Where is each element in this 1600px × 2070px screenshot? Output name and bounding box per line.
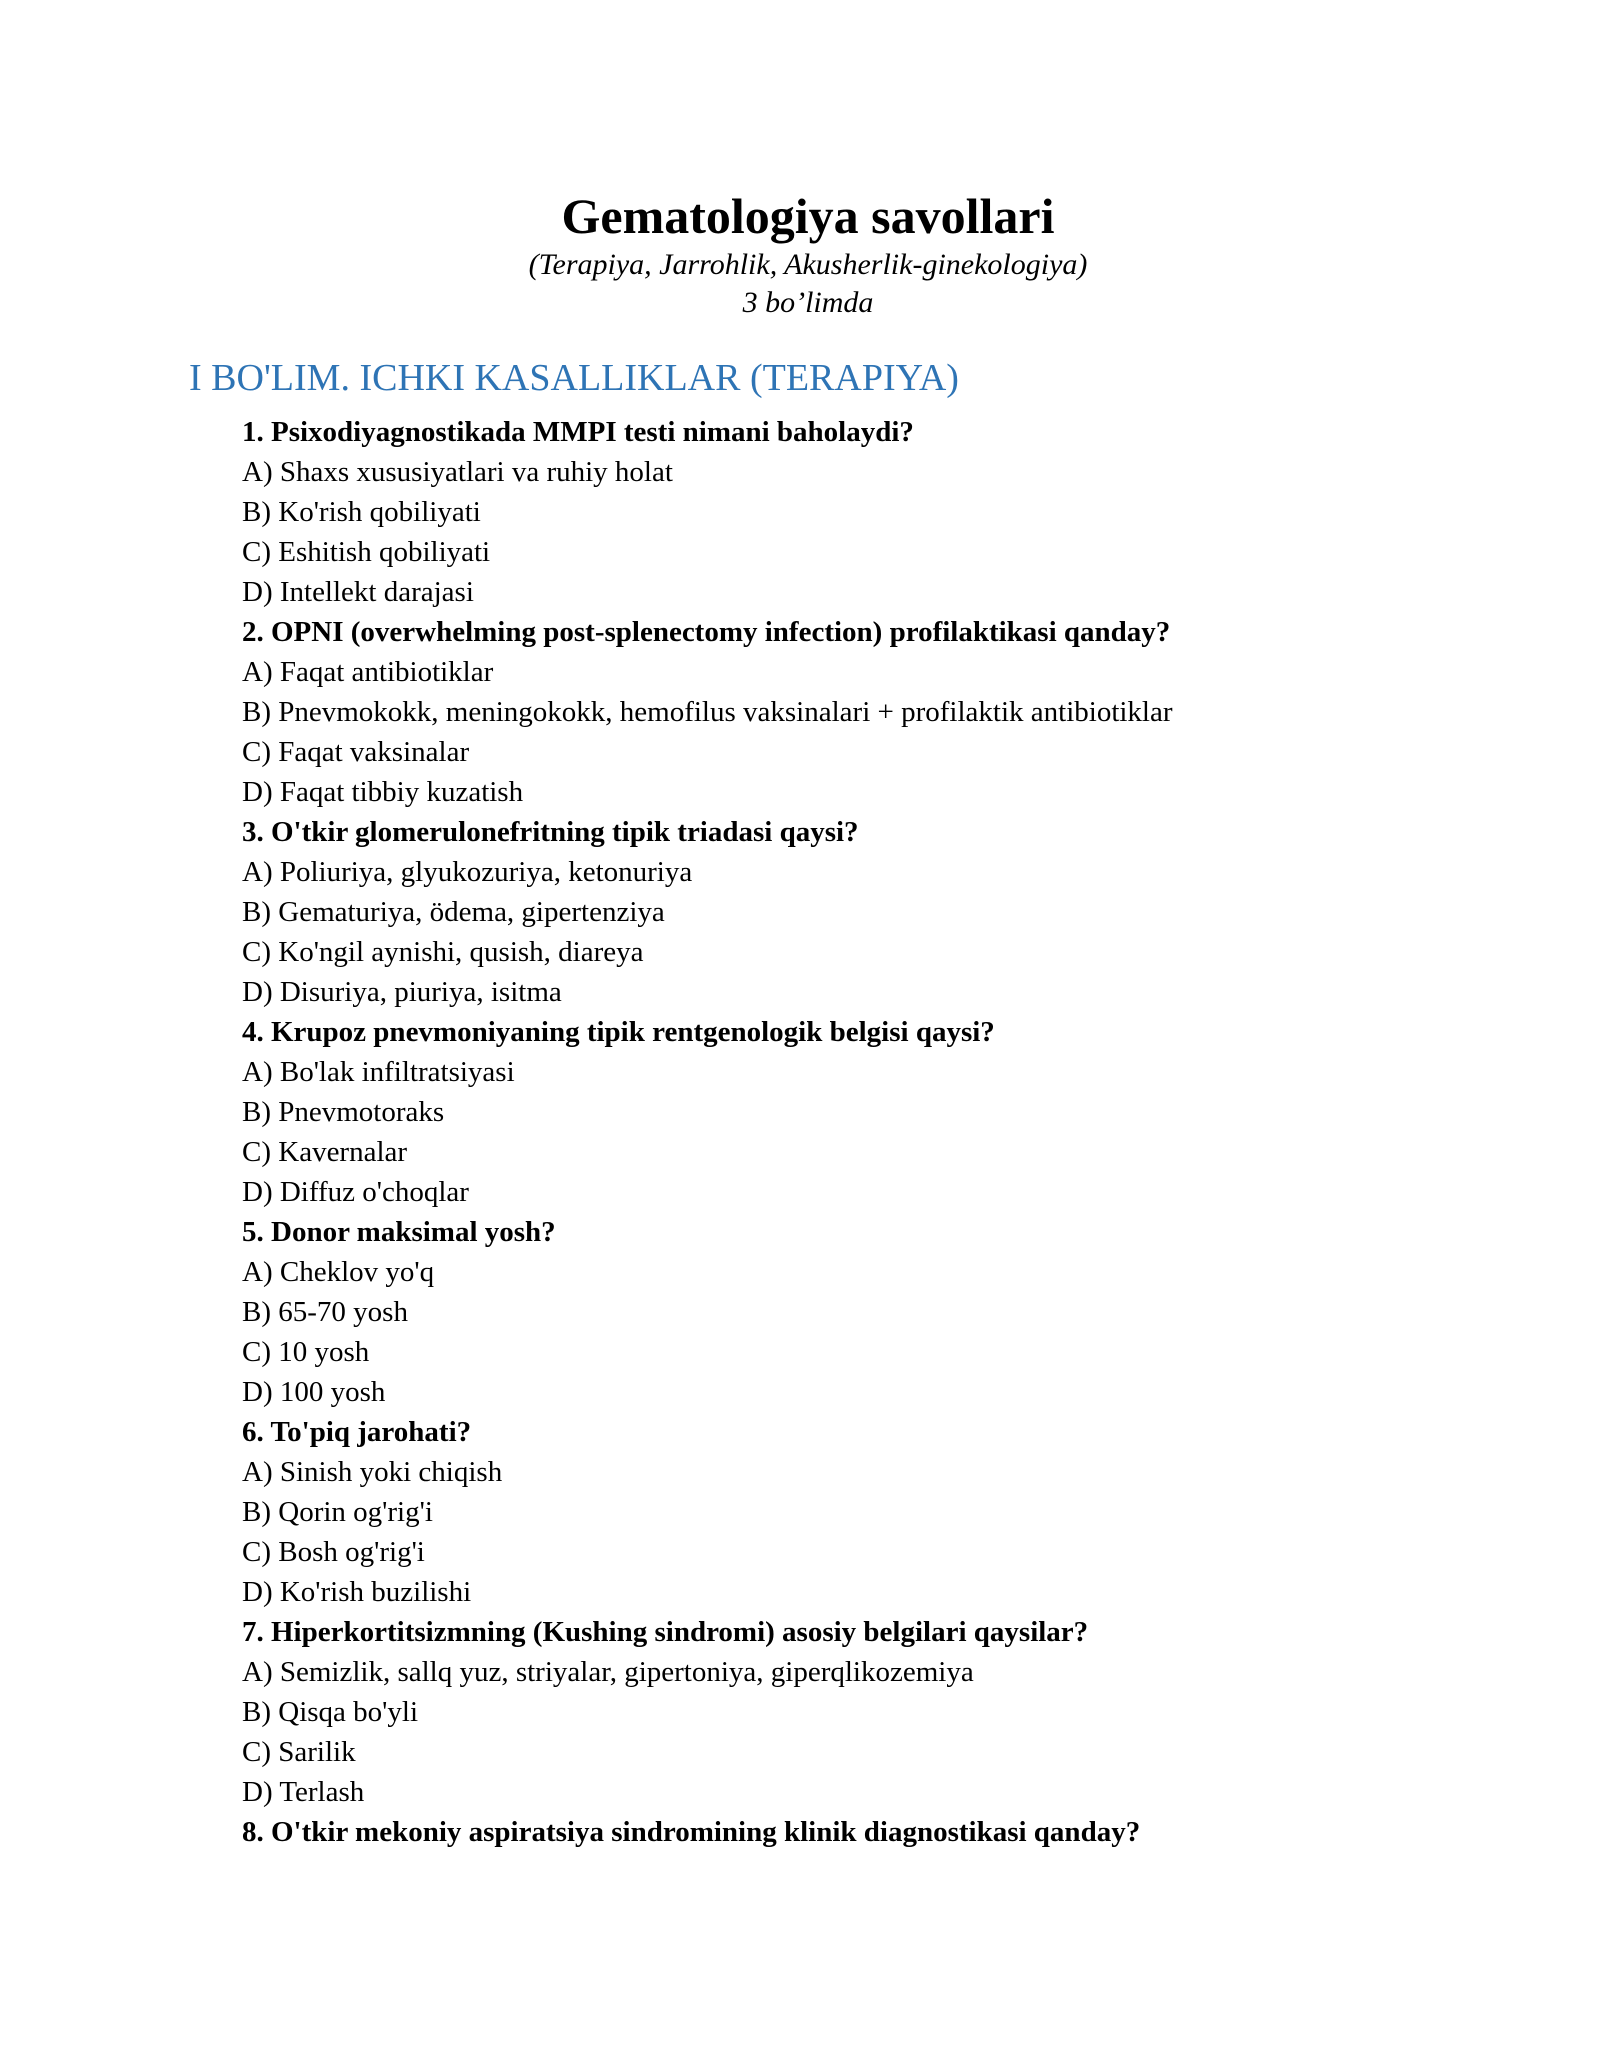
answer-option: C) 10 yosh [242,1336,370,1368]
question-text: 5. Donor maksimal yosh? [242,1216,556,1248]
answer-option: B) Gematuriya, ödema, gipertenziya [242,896,665,928]
answer-option: D) Faqat tibbiy kuzatish [242,776,524,808]
answer-option: D) Terlash [242,1776,365,1808]
answer-option: C) Eshitish qobiliyati [242,536,491,568]
answer-option: B) Qisqa bo'yli [242,1696,418,1728]
question-text: 6. To'piq jarohati? [242,1416,472,1448]
answer-option: A) Faqat antibiotiklar [242,656,494,688]
answer-option: B) Qorin og'rig'i [242,1496,433,1528]
answer-option: D) Intellekt darajasi [242,576,474,608]
answer-option: D) 100 yosh [242,1376,386,1408]
question-text: 2. OPNI (overwhelming post-splenectomy infection) profilaktikasi qanday? [242,616,1171,648]
document-header [0,186,1600,322]
document-subtitle: (Terapiya, Jarrohlik, Akusherlik-ginekologiya) [528,248,1088,281]
question-text: 1. Psixodiyagnostikada MMPI testi nimani baholaydi? [242,416,914,448]
answer-option: B) Ko'rish qobiliyati [242,496,481,528]
answer-option: D) Ko'rish buzilishi [242,1576,472,1608]
question-text: 7. Hiperkortitsizmning (Kushing sindromi) asosiy belgilari qaysilar? [242,1616,1089,1648]
answer-option: C) Ko'ngil aynishi, qusish, diareya [242,936,644,968]
answer-option: A) Cheklov yo'q [242,1256,435,1288]
answer-option: A) Shaxs xususiyatlari va ruhiy holat [242,456,673,488]
question-text: 3. O'tkir glomerulonefritning tipik triadasi qaysi? [242,816,859,848]
answer-option: A) Sinish yoki chiqish [242,1456,503,1488]
answer-option: D) Diffuz o'choqlar [242,1176,469,1208]
answer-option: C) Sarilik [242,1736,356,1768]
document-title: Gematologiya savollari [561,188,1055,244]
answer-option: C) Kavernalar [242,1136,408,1168]
answer-option: A) Semizlik, sallq yuz, striyalar, gipertoniya, giperqlikozemiya [242,1656,974,1688]
answer-option: C) Bosh og'rig'i [242,1536,425,1568]
question-text: 8. O'tkir mekoniy aspiratsiya sindromining klinik diagnostikasi qanday? [242,1816,1141,1848]
answer-option: C) Faqat vaksinalar [242,736,470,768]
answer-option: B) Pnevmokokk, meningokokk, hemofilus vaksinalari + profilaktik antibiotiklar [242,696,1173,728]
question-text: 4. Krupoz pnevmoniyaning tipik rentgenologik belgisi qaysi? [242,1016,995,1048]
answer-option: A) Poliuriya, glyukozuriya, ketonuriya [242,856,693,888]
section-heading: I BO'LIM. ICHKI KASALLIKLAR (TERAPIYA) [189,357,959,399]
answer-option: D) Disuriya, piuriya, isitma [242,976,562,1008]
question-list [242,412,1542,1852]
answer-option: B) Pnevmotoraks [242,1096,445,1128]
document-subtitle-sections: 3 bo’limda [742,286,874,319]
answer-option: A) Bo'lak infiltratsiyasi [242,1056,515,1088]
answer-option: B) 65-70 yosh [242,1296,408,1328]
